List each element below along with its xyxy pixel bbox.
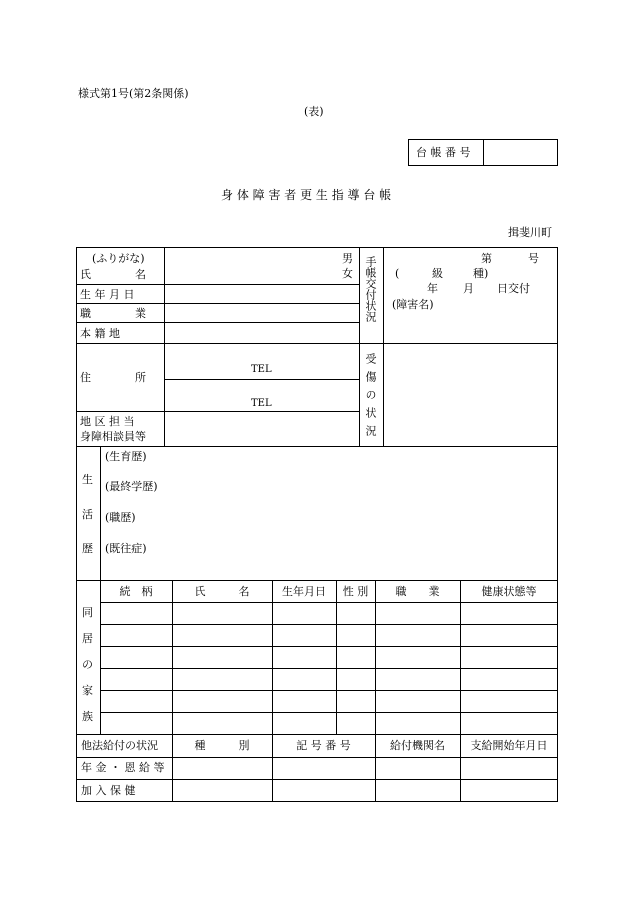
document-title: 身 体 障 害 者 更 生 指 導 台 帳	[221, 188, 392, 202]
tel-label-2: TEL	[251, 398, 272, 409]
handbook-paren: (	[395, 267, 400, 280]
insurance-label: 加 入 保 健	[81, 784, 136, 797]
family-label-2: 居	[82, 632, 93, 645]
address-label: 住 所	[80, 371, 146, 384]
gender-male[interactable]: 男	[342, 252, 353, 265]
form-side-label: (表)	[304, 105, 324, 118]
family-header-name: 氏 名	[194, 585, 250, 598]
history-label-2: 活	[82, 508, 93, 521]
counselor-label-1: 地 区 担 当	[80, 415, 135, 428]
benefits-header-start-date: 支給開始年月日	[470, 739, 548, 752]
furigana-label: (ふりがな)	[92, 252, 145, 265]
benefits-header-code: 記 号 番 号	[296, 739, 351, 752]
injury-status-label: 受傷の状況	[364, 353, 377, 443]
municipality: 揖斐川町	[508, 226, 552, 239]
benefits-header-type: 種 別	[194, 739, 250, 752]
form-number: 様式第1号(第2条関係)	[78, 87, 189, 100]
handbook-go: 号	[528, 252, 539, 265]
family-header-relation: 続 柄	[119, 585, 153, 598]
medical-history-label: (既往症)	[105, 542, 147, 555]
tel-label-1: TEL	[251, 364, 272, 375]
domicile-label: 本 籍 地	[80, 327, 120, 340]
family-header-occupation: 職 業	[395, 585, 440, 598]
gender-female[interactable]: 女	[342, 267, 353, 280]
handbook-dai: 第	[481, 252, 492, 265]
counselor-label-2: 身障相談員等	[80, 430, 146, 443]
ledger-number-label: 台 帳 番 号	[416, 146, 471, 159]
family-header-health: 健康状態等	[481, 585, 537, 598]
name-label: 氏 名	[80, 268, 146, 281]
benefits-section-label: 他法給付の状況	[81, 739, 158, 752]
family-header-birthdate: 生年月日	[282, 585, 326, 598]
family-label-1: 同	[82, 606, 93, 619]
family-label-5: 族	[82, 710, 93, 723]
history-label-3: 歴	[82, 542, 93, 555]
pension-label: 年 金 ・ 恩 給 等	[81, 761, 165, 774]
occupation-label: 職 業	[80, 307, 146, 320]
handbook-month: 月	[463, 282, 474, 295]
family-header-gender: 性 別	[342, 585, 369, 598]
family-label-3: の	[82, 658, 93, 671]
history-label-1: 生	[82, 473, 93, 486]
handbook-issued-day: 日交付	[497, 282, 530, 295]
disability-name-label: (障害名)	[392, 298, 434, 311]
birth-date-label: 生 年 月 日	[80, 288, 135, 301]
upbringing-label: (生育歴)	[105, 450, 147, 463]
work-history-label: (職歴)	[105, 511, 136, 524]
handbook-year: 年	[427, 282, 438, 295]
handbook-shu: 種)	[473, 267, 489, 280]
handbook-kyu: 級	[432, 267, 443, 280]
ledger-table	[76, 247, 558, 802]
education-label: (最終学歴)	[105, 480, 158, 493]
handbook-status-label: 手帳交付状況	[364, 256, 377, 322]
family-label-4: 家	[82, 684, 93, 697]
benefits-header-agency: 給付機関名	[390, 739, 445, 752]
